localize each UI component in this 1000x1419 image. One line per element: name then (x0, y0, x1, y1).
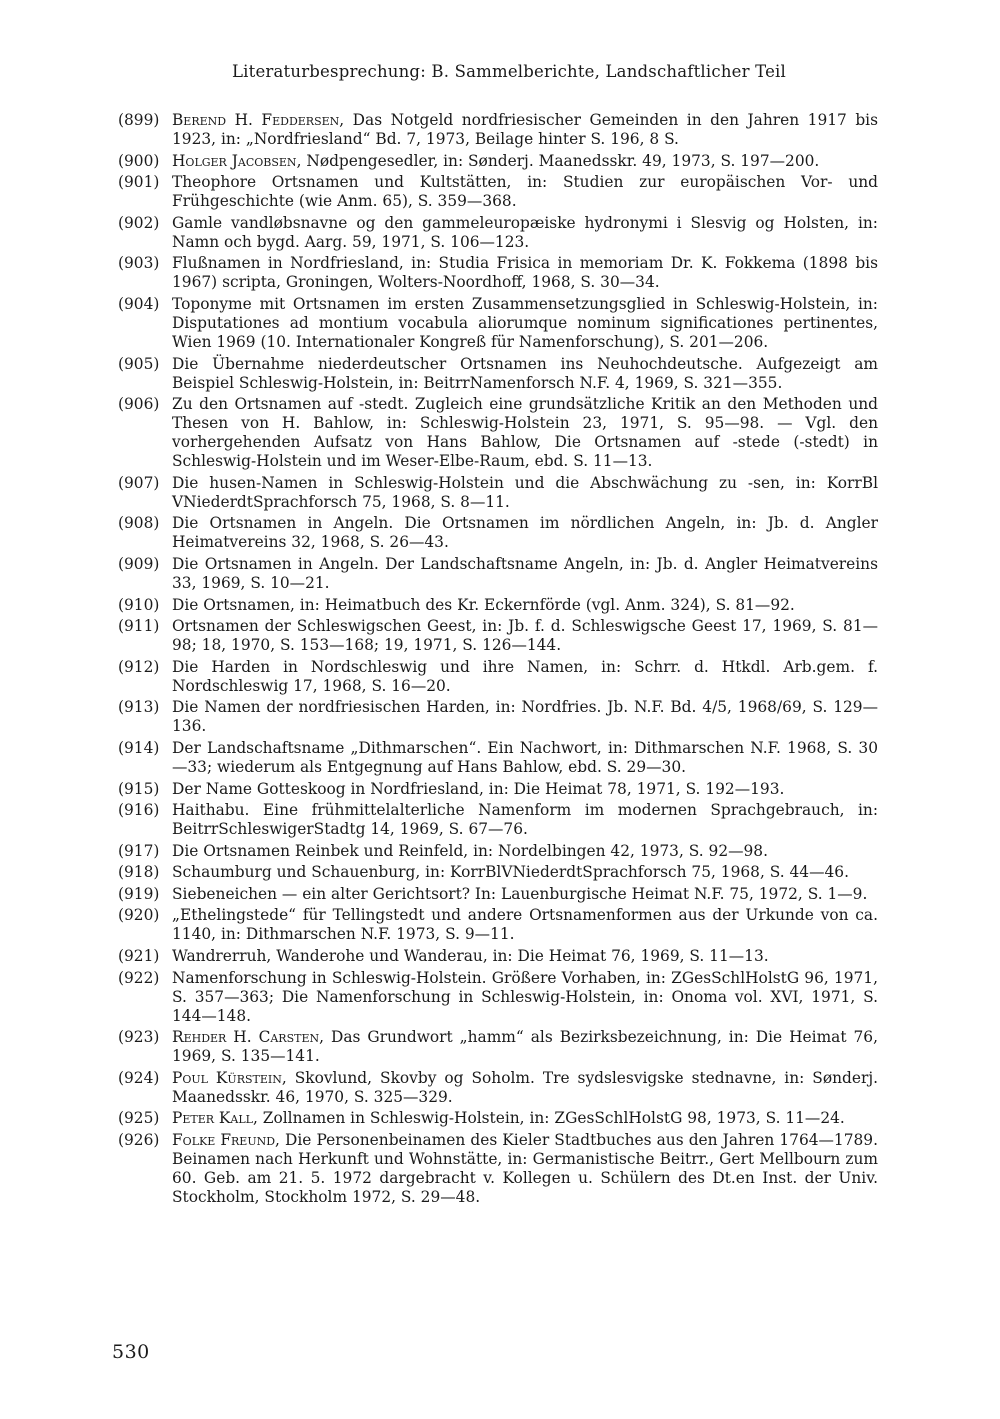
bibliography-entry (118, 617, 878, 655)
bibliography-entry (118, 474, 878, 512)
entry-text (172, 842, 878, 861)
bibliography-entry (118, 780, 878, 799)
entry-citation: Die Harden in Nordschleswig und ihre Namen, in: Schrr. d. Htkdl. Arb.gem. f. Nordschleswig 17, 1968, S. 16—20. (172, 657, 878, 695)
entry-text (172, 474, 878, 512)
bibliography-entry (118, 173, 878, 211)
entry-text (172, 596, 878, 615)
entry-citation: , Das Grundwort „hamm“ als Bezirksbezeichnung, in: Die Heimat 76, 1969, S. 135—141. (172, 1028, 878, 1066)
entry-number: (911) (118, 617, 160, 636)
entry-citation: Die Ortsnamen Reinbek und Reinfeld, in: Nordelbingen 42, 1973, S. 92—98. (172, 841, 768, 860)
entry-text (172, 739, 878, 777)
entry-number: (900) (118, 151, 160, 170)
entry-number: (920) (118, 906, 160, 925)
entry-number: (917) (118, 841, 160, 860)
entry-text (172, 947, 878, 966)
bibliography-entry (118, 842, 878, 861)
entry-text (172, 863, 878, 882)
entry-number: (905) (118, 354, 160, 373)
entry-text (172, 1131, 878, 1207)
entry-number: (906) (118, 395, 160, 414)
entry-citation: Siebeneichen — ein alter Gerichtsort? In: Lauenburgische Heimat N.F. 75, 1972, S. 1—9. (172, 884, 868, 903)
entry-text (172, 801, 878, 839)
entry-number: (914) (118, 738, 160, 757)
bibliography-entry (118, 395, 878, 471)
entry-citation: , Die Personenbeinamen des Kieler Stadtbuches aus den Jahren 1764—1789. Beinamen nach Herkunft und Wohnstätte, in: Germanistische Beitrr., Gert Mellbourn zum 60. Geb. am 21. 5. 1972 dargebracht v. Kollegen u. Schülern des Dt.en Inst. der Univ. Stockholm, Stockholm 1972, S. 29—48. (172, 1131, 878, 1207)
entry-number: (919) (118, 884, 160, 903)
entry-citation: Die Namen der nordfriesischen Harden, in: Nordfries. Jb. N.F. Bd. 4/5, 1968/69, S. 129—136. (172, 698, 878, 736)
entry-citation: Haithabu. Eine frühmittelalterliche Namenform im modernen Sprachgebrauch, in: BeitrrSchleswigerStadtg 14, 1969, S. 67—76. (172, 801, 878, 839)
entry-citation: Die Ortsnamen in Angeln. Die Ortsnamen im nördlichen Angeln, in: Jb. d. Angler Heimatvereins 32, 1968, S. 26—43. (172, 514, 878, 552)
entry-text (172, 214, 878, 252)
entry-citation: Die Ortsnamen, in: Heimatbuch des Kr. Eckernförde (vgl. Anm. 324), S. 81—92. (172, 595, 795, 614)
entry-number: (912) (118, 657, 160, 676)
bibliography-list (118, 111, 878, 1210)
entry-number: (899) (118, 111, 160, 129)
entry-number: (907) (118, 473, 160, 492)
entry-text (172, 355, 878, 393)
entry-text (172, 658, 878, 696)
bibliography-entry (118, 295, 878, 352)
entry-text (172, 295, 878, 352)
entry-text (172, 395, 878, 471)
bibliography-entry (118, 906, 878, 944)
entry-citation: Theophore Ortsnamen und Kultstätten, in: Studien zur europäischen Vor- und Frühgeschichte (wie Anm. 65), S. 359—368. (172, 173, 878, 211)
entry-number: (916) (118, 801, 160, 820)
bibliography-entry (118, 111, 878, 149)
bibliography-entry (118, 1069, 878, 1107)
entry-citation: Wandrerruh, Wanderohe und Wanderau, in: Die Heimat 76, 1969, S. 11—13. (172, 947, 769, 966)
entry-citation: „Ethelingstede“ für Tellingstedt und andere Ortsnamenformen aus der Urkunde von ca. 1140, in: Dithmarschen N.F. 1973, S. 9—11. (172, 906, 878, 944)
entry-citation: Die Ortsnamen in Angeln. Der Landschaftsname Angeln, in: Jb. d. Angler Heimatvereins 33, 1969, S. 10—21. (172, 554, 878, 592)
entry-citation: Ortsnamen der Schleswigschen Geest, in: Jb. f. d. Schleswigsche Geest 17, 1969, S. 81—98; 18, 1970, S. 153—168; 19, 1971, S. 126—144. (172, 617, 878, 655)
entry-number: (902) (118, 213, 160, 232)
entry-text (172, 906, 878, 944)
entry-number: (915) (118, 779, 160, 798)
entry-number: (903) (118, 254, 160, 273)
entry-text (172, 885, 878, 904)
bibliography-entry (118, 1131, 878, 1207)
entry-citation: Gamle vandløbsnavne og den gammeleuropæiske hydronymi i Slesvig og Holsten, in: Namn och bygd. Aarg. 59, 1971, S. 106—123. (172, 213, 878, 251)
bibliography-entry (118, 1109, 878, 1128)
bibliography-entry (118, 658, 878, 696)
entry-text (172, 152, 878, 171)
bibliography-entry (118, 863, 878, 882)
bibliography-entry (118, 214, 878, 252)
page-number: 530 (112, 1341, 150, 1363)
entry-number: (922) (118, 968, 160, 987)
entry-text (172, 617, 878, 655)
entry-number: (901) (118, 173, 160, 192)
entry-author: Berend H. Feddersen (172, 111, 340, 129)
entry-text (172, 1109, 878, 1128)
entry-citation: Die Übernahme niederdeutscher Ortsnamen ins Neuhochdeutsche. Aufgezeigt am Beispiel Schleswig-Holstein, in: BeitrrNamenforsch N.F. 4, 1969, S. 321—355. (172, 354, 878, 392)
entry-number: (913) (118, 698, 160, 717)
entry-citation: Der Name Gotteskoog in Nordfriesland, in: Die Heimat 78, 1971, S. 192—193. (172, 779, 785, 798)
entry-citation: Toponyme mit Ortsnamen im ersten Zusammensetzungsglied in Schleswig-Holstein, in: Disputationes ad montium vocabula aliorumque nominum significationes pertinentes, Wien 1969 (10. Internationaler Kongreß für Namenforschung), S. 201—206. (172, 294, 878, 351)
entry-text (172, 780, 878, 799)
entry-author: Holger Jacobsen (172, 151, 297, 170)
entry-citation: Namenforschung in Schleswig-Holstein. Größere Vorhaben, in: ZGesSchlHolstG 96, 1971, S. 357—363; Die Namenforschung in Schleswig-Holstein, in: Onoma vol. XVI, 1971, S. 144—148. (172, 968, 878, 1025)
entry-text (172, 514, 878, 552)
entry-citation: , Zollnamen in Schleswig-Holstein, in: ZGesSchlHolstG 98, 1973, S. 11—24. (252, 1109, 845, 1128)
bibliography-entry (118, 152, 878, 171)
entry-citation: Die husen-Namen in Schleswig-Holstein und die Abschwächung zu -sen, in: KorrBl VNiederdtSprachforsch 75, 1968, S. 8—11. (172, 473, 878, 511)
entry-citation: Flußnamen in Nordfriesland, in: Studia Frisica in memoriam Dr. K. Fokkema (1898 bis 1967) scripta, Groningen, Wolters-Noordhoff, 1968, S. 30—34. (172, 254, 878, 292)
entry-author: Rehder H. Carsten (172, 1028, 320, 1047)
entry-author: Poul Kürstein (172, 1068, 282, 1087)
entry-text (172, 555, 878, 593)
bibliography-entry (118, 1028, 878, 1066)
entry-number: (923) (118, 1028, 160, 1047)
entry-text (172, 698, 878, 736)
entry-citation: Schaumburg und Schauenburg, in: KorrBlVNiederdtSprachforsch 75, 1968, S. 44—46. (172, 863, 849, 882)
entry-number: (926) (118, 1131, 160, 1150)
entry-text (172, 173, 878, 211)
entry-number: (909) (118, 554, 160, 573)
bibliography-entry (118, 885, 878, 904)
bibliography-entry (118, 514, 878, 552)
entry-citation: , Skovlund, Skovby og Soholm. Tre sydslesvigske stednavne, in: Sønderj. Maanedsskr. 46, 1970, S. 325—329. (172, 1068, 879, 1106)
bibliography-entry (118, 254, 878, 292)
entry-citation: Zu den Ortsnamen auf -stedt. Zugleich eine grundsätzliche Kritik an den Methoden und Thesen von H. Bahlow, in: Schleswig-Holstein 23, 1971, S. 95—98. — Vgl. den vorhergehenden Aufsatz von Hans Bahlow, Die Ortsnamen auf -stede (-stedt) in Schleswig-Holstein und im Weser-Elbe-Raum, ebd. S. 11—13. (172, 395, 878, 471)
bibliography-entry (118, 947, 878, 966)
entry-number: (918) (118, 863, 160, 882)
entry-citation: , Nødpengesedler, in: Sønderj. Maanedsskr. 49, 1973, S. 197—200. (296, 151, 820, 170)
bibliography-entry (118, 355, 878, 393)
entry-number: (908) (118, 514, 160, 533)
entry-text (172, 1028, 878, 1066)
entry-text (172, 1069, 878, 1107)
entry-number: (910) (118, 595, 160, 614)
entry-text (172, 254, 878, 292)
bibliography-entry (118, 698, 878, 736)
running-head: Literaturbesprechung: B. Sammelberichte, Landschaftlicher Teil (232, 62, 786, 81)
entry-citation: , Das Notgeld nordfriesischer Gemeinden in den Jahren 1917 bis 1923, in: „Nordfriesland“ Bd. 7, 1973, Beilage hinter S. 196, 8 S. (172, 111, 878, 148)
entry-text (172, 969, 878, 1026)
entry-number: (921) (118, 947, 160, 966)
entry-number: (904) (118, 294, 160, 313)
bibliography-entry (118, 801, 878, 839)
entry-number: (924) (118, 1068, 160, 1087)
entry-author: Folke Freund (172, 1131, 276, 1150)
bibliography-entry (118, 739, 878, 777)
entry-number: (925) (118, 1109, 160, 1128)
entry-citation: Der Landschaftsname „Dithmarschen“. Ein Nachwort, in: Dithmarschen N.F. 1968, S. 30—33; wiederum als Entgegnung auf Hans Bahlow, ebd. S. 29—30. (172, 738, 878, 776)
bibliography-entry (118, 596, 878, 615)
bibliography-entry (118, 555, 878, 593)
entry-text (172, 111, 878, 149)
bibliography-entry (118, 969, 878, 1026)
entry-author: Peter Kall (172, 1109, 253, 1128)
